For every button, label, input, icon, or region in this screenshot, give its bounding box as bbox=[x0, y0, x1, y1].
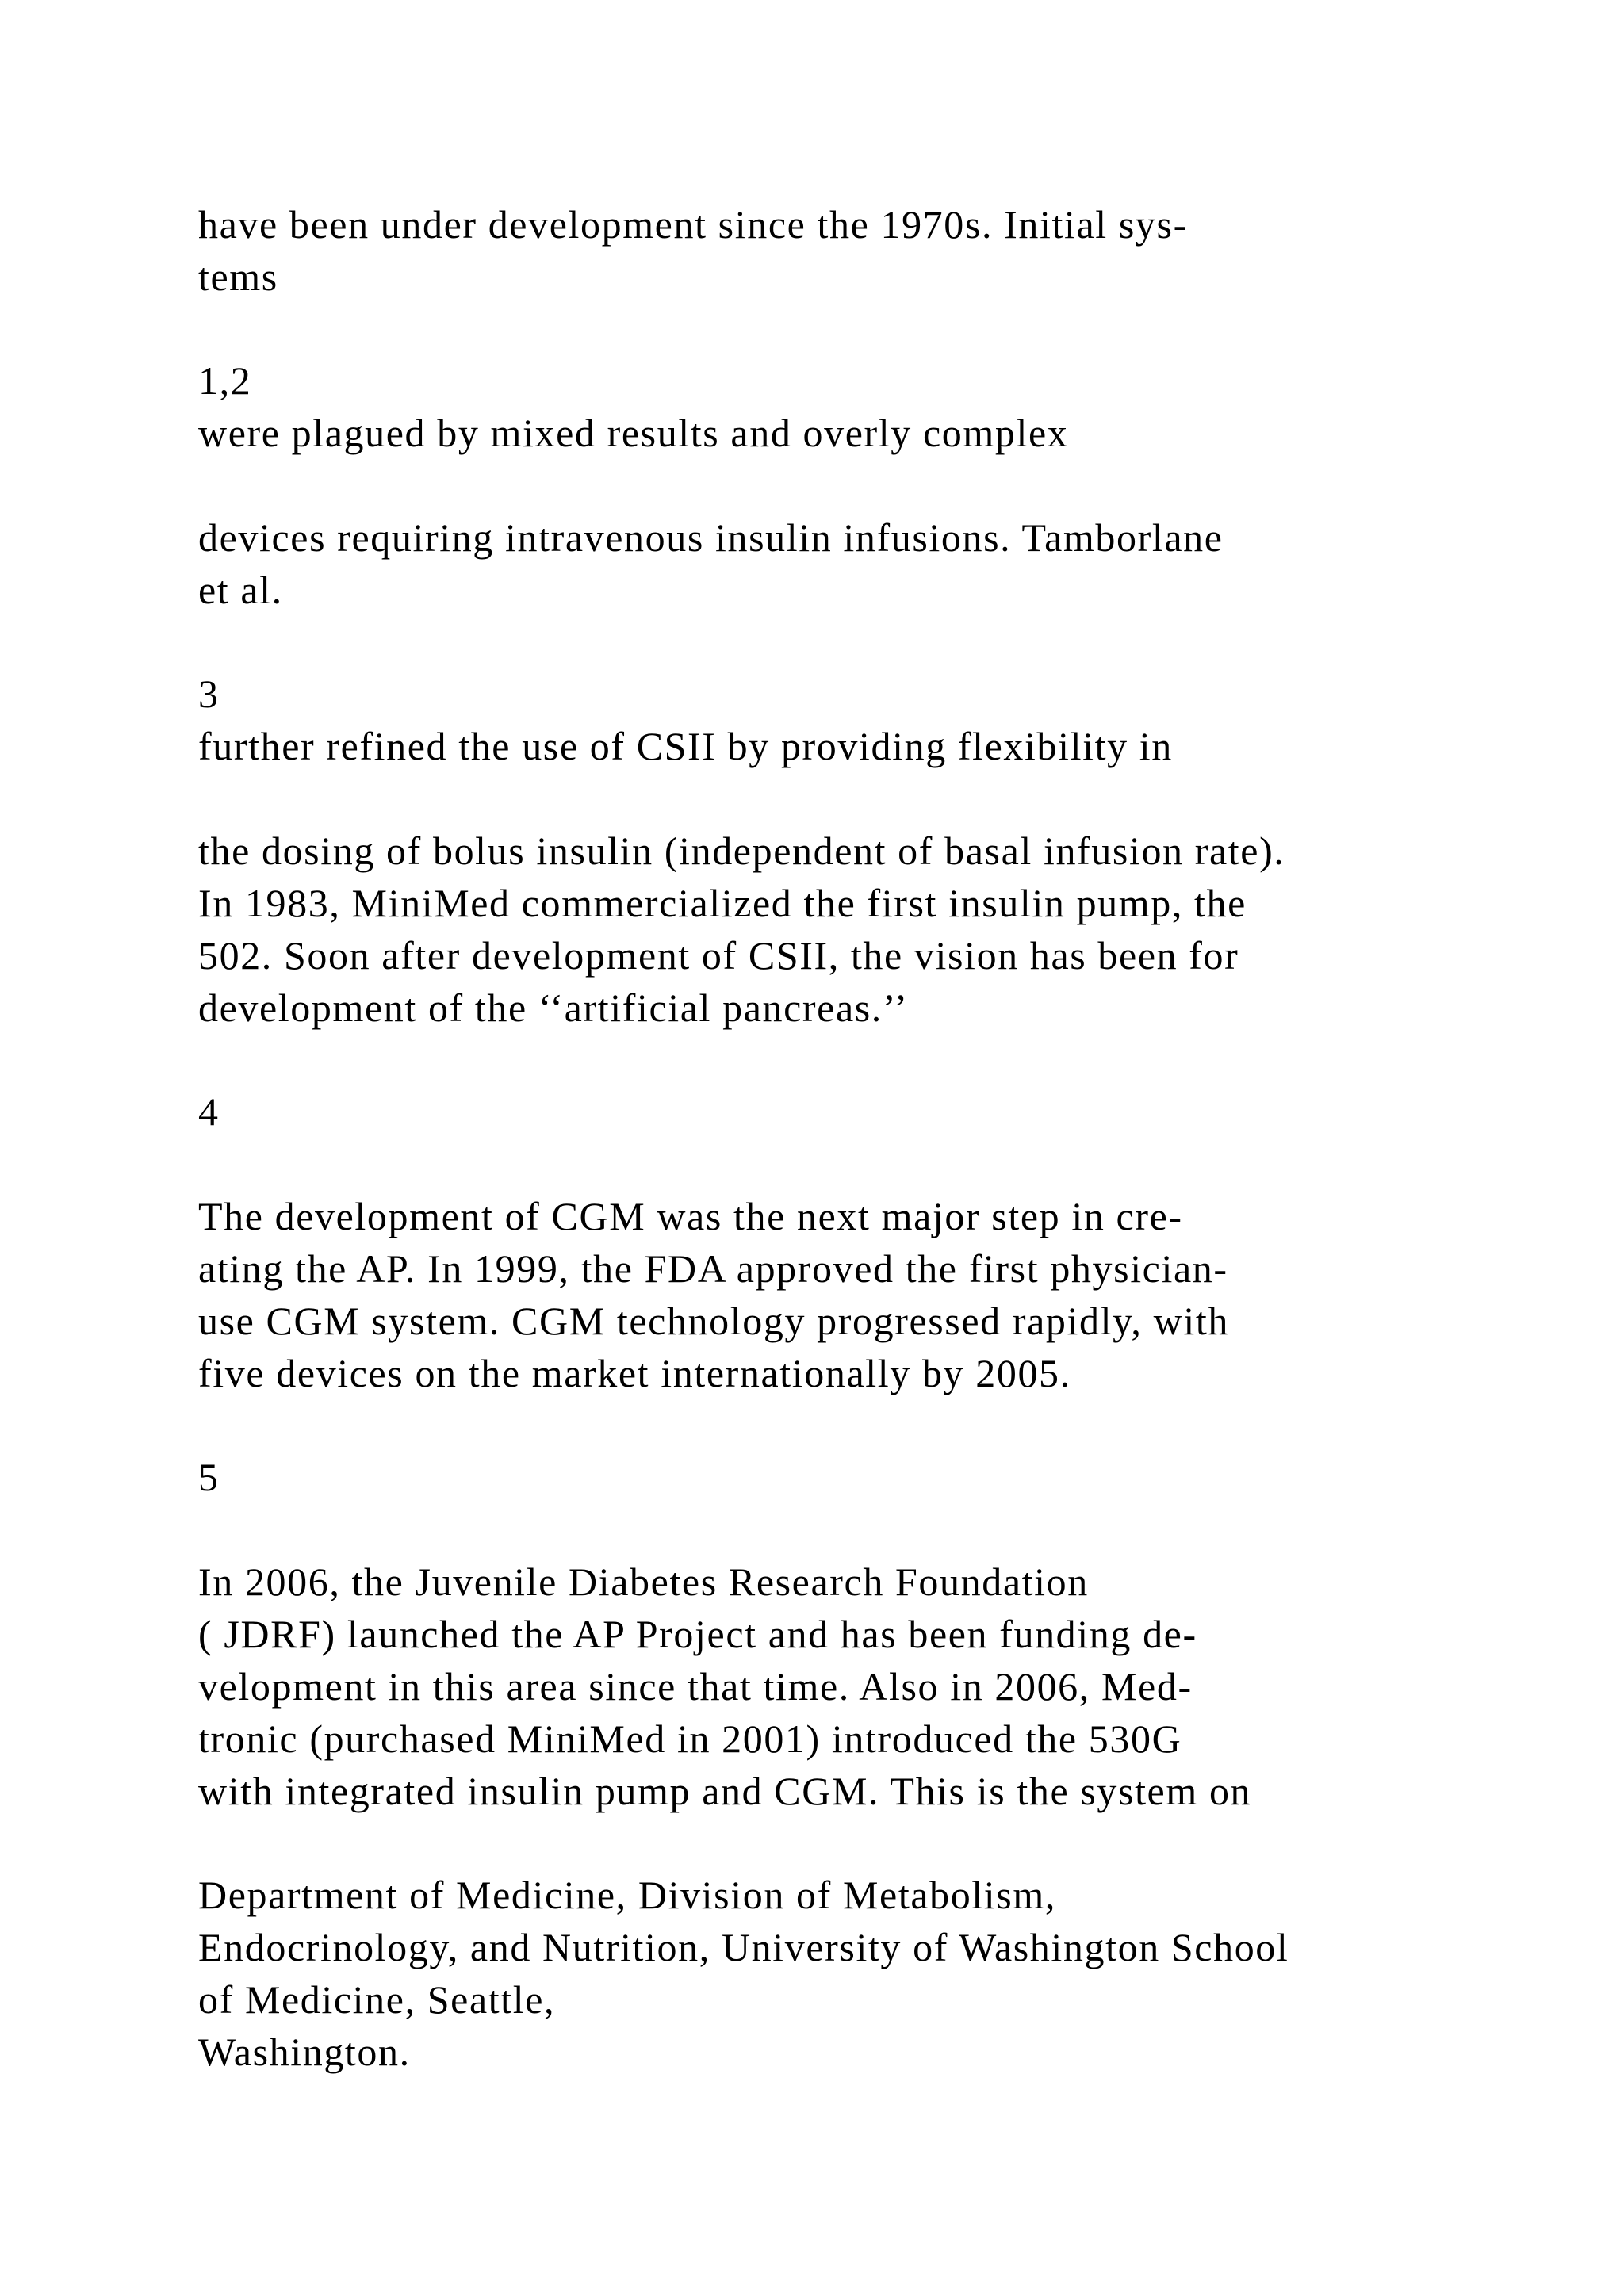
text-line: five devices on the market internationally by 2005. bbox=[198, 1351, 1071, 1395]
text-line: further refined the use of CSII by providing flexibility in bbox=[198, 724, 1173, 768]
text-line: In 1983, MiniMed commercialized the first insulin pump, the bbox=[198, 881, 1247, 925]
text-line: ating the AP. In 1999, the FDA approved the first physician- bbox=[198, 1246, 1228, 1291]
text-line: velopment in this area since that time. Also in 2006, Med- bbox=[198, 1664, 1193, 1709]
text-line: use CGM system. CGM technology progressed rapidly, with bbox=[198, 1299, 1229, 1343]
affiliation-line: Endocrinology, and Nutrition, University of Washington School bbox=[198, 1925, 1289, 1969]
text-line: the dosing of bolus insulin (independent of basal infusion rate). bbox=[198, 828, 1285, 873]
text-line: The development of CGM was the next major step in cre- bbox=[198, 1194, 1183, 1238]
text-line: In 2006, the Juvenile Diabetes Research Foundation bbox=[198, 1559, 1089, 1604]
text-line: were plagued by mixed results and overly complex bbox=[198, 411, 1069, 455]
footnote-marker: 1,2 bbox=[198, 358, 252, 403]
text-line: 502. Soon after development of CSII, the vision has been for bbox=[198, 933, 1239, 978]
footnote-marker: 3 bbox=[198, 672, 220, 716]
affiliation-line: Washington. bbox=[198, 2030, 411, 2074]
text-line: have been under development since the 1970s. Initial sys- bbox=[198, 202, 1188, 247]
text-line: et al. bbox=[198, 568, 283, 612]
footnote-marker: 4 bbox=[198, 1089, 220, 1134]
text-line: development of the ‘‘artificial pancreas.’’ bbox=[198, 985, 909, 1030]
footnote-marker: 5 bbox=[198, 1455, 220, 1499]
affiliation-line: Department of Medicine, Division of Metabolism, bbox=[198, 1873, 1056, 1917]
text-line: tems bbox=[198, 254, 278, 299]
text-line: ( JDRF) launched the AP Project and has been funding de- bbox=[198, 1612, 1197, 1656]
text-line: devices requiring intravenous insulin infusions. Tamborlane bbox=[198, 515, 1224, 560]
text-line: with integrated insulin pump and CGM. This is the system on bbox=[198, 1769, 1252, 1813]
affiliation-line: of Medicine, Seattle, bbox=[198, 1977, 556, 2022]
text-line: tronic (purchased MiniMed in 2001) introduced the 530G bbox=[198, 1716, 1182, 1761]
